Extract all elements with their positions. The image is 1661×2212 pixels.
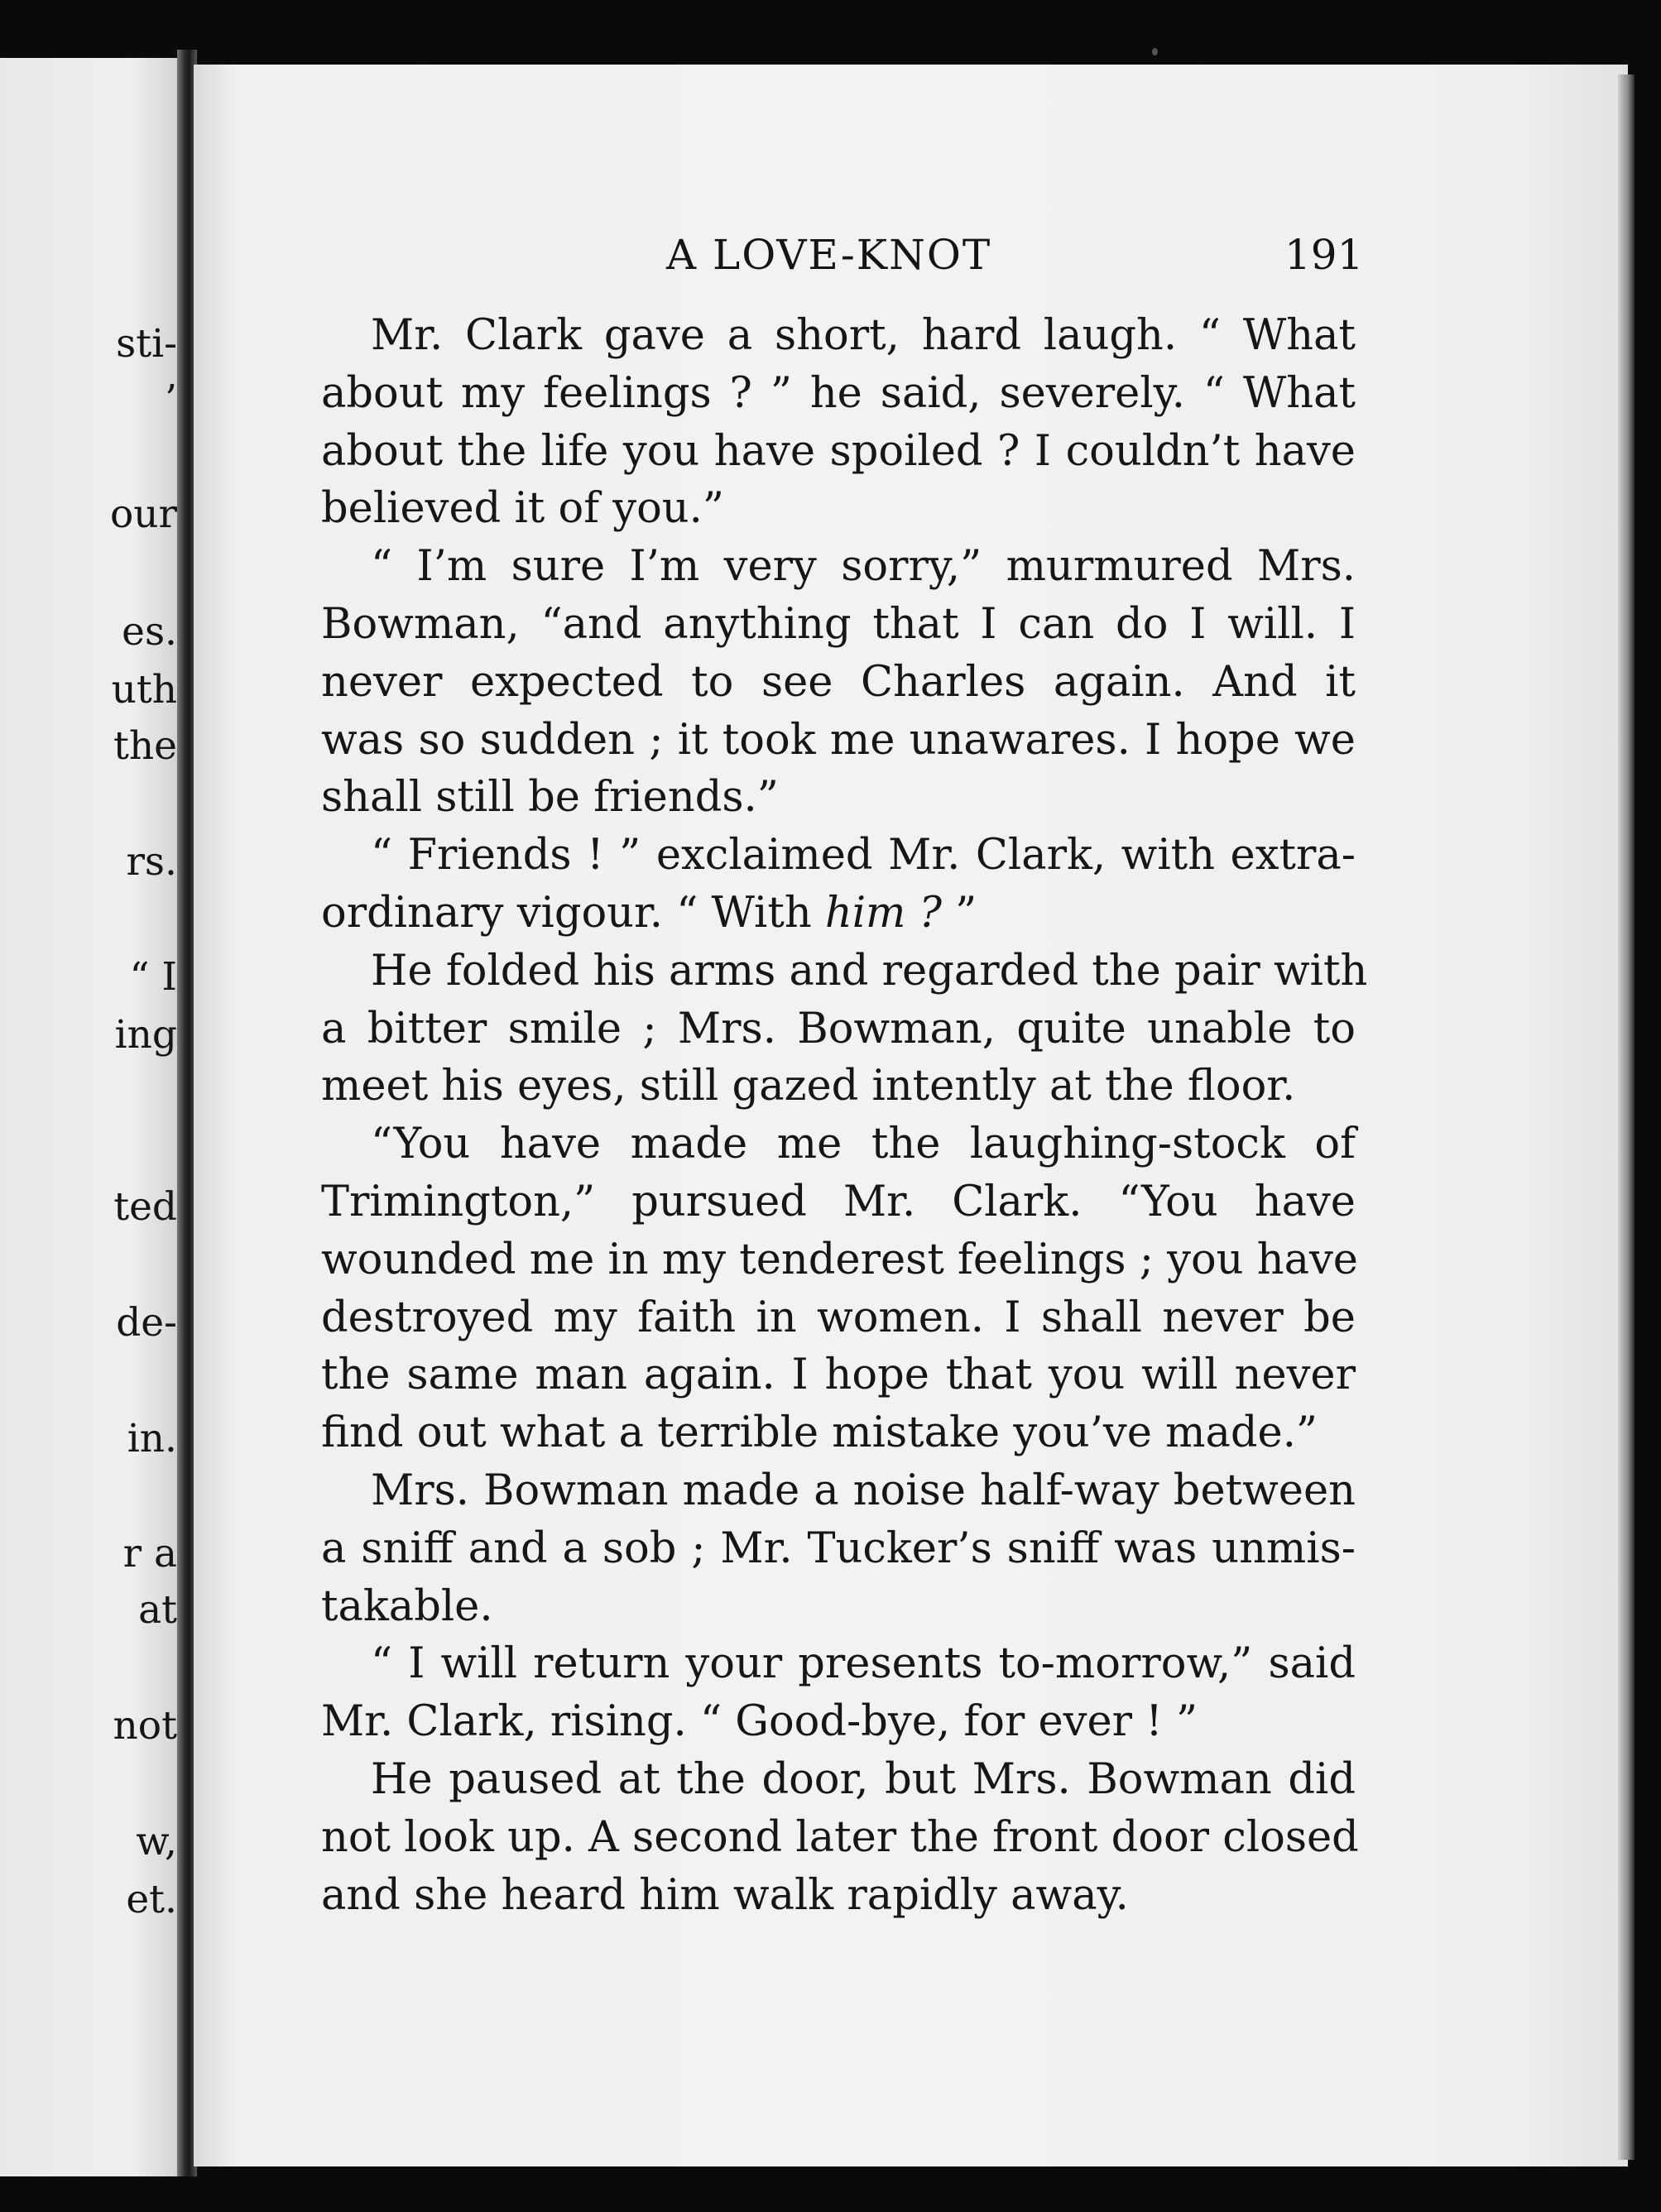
left-page-fragment: the — [113, 723, 177, 769]
text-line: destroyed my faith in women. I shall never be — [321, 1293, 1356, 1342]
page-edge — [1618, 74, 1635, 2160]
text-line: the same man again. I hope that you will never — [321, 1351, 1356, 1400]
left-page-fragment: ing — [114, 1012, 177, 1058]
left-page-fragment: r a — [122, 1531, 177, 1576]
text-line: Bowman, “and anything that I can do I will. I — [321, 599, 1356, 649]
left-page-fragment: uth — [111, 667, 177, 713]
text-line: about my feelings ? ” he said, severely. “ What — [321, 368, 1356, 418]
left-page-fragment: “ I — [129, 954, 177, 1000]
text-line: “ Friends ! ” exclaimed Mr. Clark, with extra- — [371, 831, 1356, 880]
left-page-fragment: at — [138, 1587, 177, 1633]
left-page-fragment: es. — [122, 609, 177, 655]
text-line: and she heard him walk rapidly away. — [321, 1870, 1129, 1920]
text-line: “ I’m sure I’m very sorry,” murmured Mrs. — [371, 542, 1356, 592]
left-page-fragment: rs. — [126, 839, 177, 885]
left-page-fragment: sti- — [116, 321, 177, 367]
running-head: A LOVE-KNOT — [666, 231, 992, 279]
text-line: wounded me in my tenderest feelings ; you have — [321, 1235, 1358, 1284]
page-number: 191 — [1284, 231, 1364, 279]
text-line: not look up. A second later the front door closed — [321, 1812, 1359, 1862]
text-line: He folded his arms and regarded the pair with — [371, 946, 1368, 996]
left-page-fragment: our — [109, 492, 177, 537]
left-page-fragment: ’ — [165, 377, 177, 422]
left-page-fragment: ted — [113, 1184, 177, 1230]
dust-speck — [1152, 48, 1158, 55]
text-line: believed it of you.” — [321, 484, 724, 534]
left-page-fragment: de- — [116, 1300, 177, 1346]
text-line: shall still be friends.” — [321, 773, 779, 823]
text-line: meet his eyes, still gazed intently at the floor. — [321, 1062, 1296, 1111]
text-line: Mr. Clark, rising. “ Good-bye, for ever ! ” — [321, 1697, 1198, 1747]
text-line: takable. — [321, 1581, 493, 1631]
left-facing-page — [0, 58, 189, 2176]
text-line: find out what a terrible mistake you’ve made.” — [321, 1408, 1318, 1458]
left-page-fragment: in. — [127, 1416, 177, 1461]
text-line — [321, 885, 1356, 943]
text-line: about the life you have spoiled ? I couldn’t have — [321, 426, 1356, 476]
text-line: never expected to see Charles again. And it — [321, 657, 1356, 707]
left-page-fragment: w, — [136, 1819, 177, 1864]
left-page-fragment: et. — [126, 1877, 177, 1922]
left-page-fragment: not — [113, 1703, 177, 1749]
text-line: Trimington,” pursued Mr. Clark. “You have — [321, 1177, 1356, 1226]
text-line: “You have made me the laughing-stock of — [371, 1120, 1356, 1169]
text-line: was so sudden ; it took me unawares. I hope we — [321, 715, 1356, 765]
text-line: He paused at the door, but Mrs. Bowman did — [371, 1754, 1356, 1804]
italic-word: him ? — [824, 888, 942, 938]
page-text — [321, 307, 1368, 1924]
text-line: “ I will return your presents to-morrow,” said — [371, 1639, 1356, 1689]
text-line: a bitter smile ; Mrs. Bowman, quite unable to — [321, 1004, 1356, 1053]
text-run: ordinary vigour. “ With — [321, 888, 825, 938]
text-line: Mrs. Bowman made a noise half-way between — [371, 1466, 1356, 1515]
text-line: a sniff and a sob ; Mr. Tucker’s sniff was unmis- — [321, 1523, 1356, 1573]
text-line: Mr. Clark gave a short, hard laugh. “ What — [371, 311, 1356, 360]
text-run: ” — [941, 888, 977, 938]
